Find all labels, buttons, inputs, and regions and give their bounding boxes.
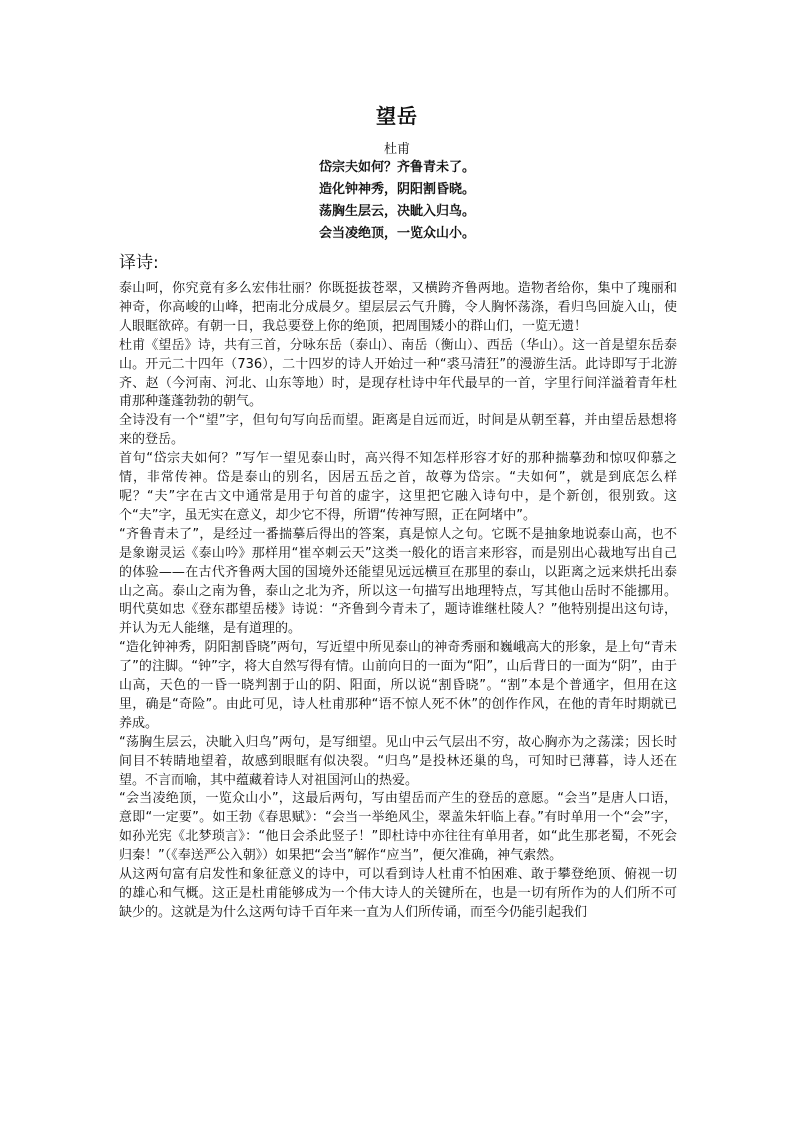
poem-line: 造化钟神秀，阴阳割昏晓。 xyxy=(318,182,475,197)
commentary-paragraph: 首句“岱宗夫如何？”写乍一望见泰山时，高兴得不知怎样形容才好的那种揣摹劲和惊叹仰慕之情，非常传神。岱是泰山的别名，因居五岳之首，故尊为岱宗。“夫如何”，就是到底怎么样呢？“夫”字在古文中通常是用于句首的虚字，这里把它融入诗句中，是个新创，很别致。这个“夫”字，虽无实在意义，却少它不得，所谓“传神写照，正在阿堵中”。 xyxy=(119,451,677,523)
translation-paragraph: 泰山呵，你究竟有多么宏伟壮丽？你既挺拔苍翠，又横跨齐鲁两地。造物者给你，集中了瑰丽和神奇，你高峻的山峰，把南北分成晨夕。望层层云气升腾，令人胸怀荡涤，看归鸟回旋入山，使人眼眶欲碎。有朝一日，我总要登上你的绝顶，把周围矮小的群山们，一览无遗！ xyxy=(119,281,677,334)
translation-heading: 译诗: xyxy=(119,253,159,273)
poem-line: 会当凌绝顶，一览众山小。 xyxy=(318,226,475,241)
commentary-paragraph: “齐鲁青未了”，是经过一番揣摹后得出的答案，真是惊人之句。它既不是抽象地说泰山高，也不是象谢灵运《泰山吟》那样用“崔卒刺云天”这类一般化的语言来形容，而是别出心裁地写出自己的体验——在古代齐鲁两大国的国境外还能望见远远横亘在那里的泰山，以距离之远来烘托出泰山之高。泰山之南为鲁，泰山之北为齐，所以这一句描写出地理特点，写其他山岳时不能挪用。明代莫如忠《登东郡望岳楼》诗说：“齐鲁到今青未了，题诗谁继杜陵人？”他特别提出这句诗，并认为无人能继，是有道理的。 xyxy=(119,526,677,637)
poem-line: 荡胸生层云，决眦入归鸟。 xyxy=(318,204,475,219)
commentary-body xyxy=(119,280,677,923)
commentary-paragraph: 全诗没有一个“望”字，但句句写向岳而望。距离是自远而近，时间是从朝至暮，并由望岳悬想将来的登岳。 xyxy=(119,413,677,448)
poem-line: 岱宗夫如何？齐鲁青未了。 xyxy=(318,160,475,175)
poem-author: 杜甫 xyxy=(383,142,410,157)
commentary-paragraph: “造化钟神秀，阴阳割昏晓”两句，写近望中所见泰山的神奇秀丽和巍峨高大的形象，是上句“青未了”的注脚。“钟”字，将大自然写得有情。山前向日的一面为“阳”，山后背日的一面为“阴”，由于山高，天色的一昏一晓判割于山的阴、阳面，所以说“割昏晓”。“割”本是个普通字，但用在这里，确是“奇险”。由此可见，诗人杜甫那种“语不惊人死不休”的创作作风，在他的青年时期就已养成。 xyxy=(119,640,677,731)
commentary-paragraph: 从这两句富有启发性和象征意义的诗中，可以看到诗人杜甫不怕困难、敢于攀登绝顶、俯视一切的雄心和气概。这正是杜甫能够成为一个伟大诗人的关键所在，也是一切有所作为的人们所不可缺少的。这就是为什么这两句诗千百年来一直为人们所传诵，而至今仍能引起我们 xyxy=(119,867,677,920)
commentary-paragraph: 杜甫《望岳》诗，共有三首，分咏东岳（泰山）、南岳（衡山）、西岳（华山）。这一首是望东岳泰山。开元二十四年（736），二十四岁的诗人开始过一种“裘马清狂”的漫游生活。此诗即写于北游齐、赵（今河南、河北、山东等地）时，是现存杜诗中年代最早的一首，字里行间洋溢着青年杜甫那种蓬蓬勃勃的朝气。 xyxy=(119,337,677,410)
commentary-paragraph: “会当凌绝顶，一览众山小”，这最后两句，写由望岳而产生的登岳的意愿。“会当”是唐人口语，意即“一定要”。如王勃《春思赋》：“会当一举绝风尘，翠盖朱轩临上春。”有时单用一个“会”字，如孙光宪《北梦琐言》：“他日会杀此竖子！”即杜诗中亦往往有单用者，如“此生那老蜀，不死会归秦！”（《奉送严公入朝》）如果把“会当”解作“应当”，便欠准确，神气索然。 xyxy=(119,791,677,864)
poem-title: 望岳 xyxy=(376,104,418,128)
poem-body xyxy=(0,157,794,245)
commentary-paragraph: “荡胸生层云，决眦入归鸟”两句，是写细望。见山中云气层出不穷，故心胸亦为之荡漾；因长时间目不转睛地望着，故感到眼眶有似决裂。“归鸟”是投林还巢的鸟，可知时已薄暮，诗人还在望。不言而喻，其中蕴藏着诗人对祖国河山的热爱。 xyxy=(119,734,677,788)
